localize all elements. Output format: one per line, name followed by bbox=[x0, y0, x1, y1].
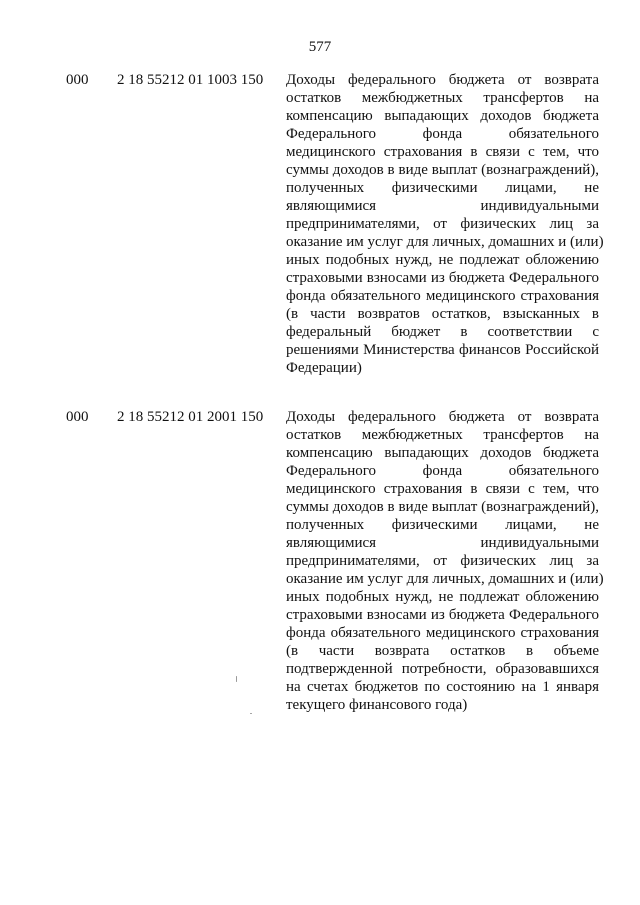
admin-code: 000 bbox=[66, 72, 89, 88]
description-line: являющимися индивидуальными bbox=[286, 535, 599, 551]
scan-speck bbox=[250, 713, 252, 714]
description-line: Федерации) bbox=[286, 360, 362, 376]
description-line: страховыми взносами из бюджета Федерального bbox=[286, 270, 599, 286]
description-line: федеральный бюджет в соответствии с bbox=[286, 324, 599, 340]
admin-code: 000 bbox=[66, 409, 89, 425]
description-line: подтвержденной потребности, образовавшихся bbox=[286, 661, 599, 677]
description-line: страховыми взносами из бюджета Федерального bbox=[286, 607, 599, 623]
description-line: (в части возвратов остатков, взысканных в bbox=[286, 306, 599, 322]
description-line: полученных физическими лицами, не bbox=[286, 180, 599, 196]
description-line: медицинского страхования в связи с тем, что bbox=[286, 481, 599, 497]
scan-speck bbox=[236, 676, 237, 682]
description-line: предпринимателями, от физических лиц за bbox=[286, 216, 599, 232]
description-line: фонда обязательного медицинского страхования bbox=[286, 288, 599, 304]
description-line: полученных физическими лицами, не bbox=[286, 517, 599, 533]
description-line: Доходы федерального бюджета от возврата bbox=[286, 72, 599, 88]
description-line: оказание им услуг для личных, домашних и (или) bbox=[286, 571, 604, 587]
description-line: Федерального фонда обязательного bbox=[286, 126, 599, 142]
description-line: являющимися индивидуальными bbox=[286, 198, 599, 214]
description-line: суммы доходов в виде выплат (вознаграждений), bbox=[286, 162, 599, 178]
description-line: (в части возврата остатков в объеме bbox=[286, 643, 599, 659]
description-line: остатков межбюджетных трансфертов на bbox=[286, 427, 599, 443]
description-line: медицинского страхования в связи с тем, что bbox=[286, 144, 599, 160]
description-line: текущего финансового года) bbox=[286, 697, 468, 713]
classification-code: 2 18 55212 01 1003 150 bbox=[117, 72, 264, 88]
description bbox=[286, 408, 604, 714]
description-line: на счетах бюджетов по состоянию на 1 января bbox=[286, 679, 599, 695]
description-line: Доходы федерального бюджета от возврата bbox=[286, 409, 599, 425]
description-line: решениями Министерства финансов Российской bbox=[286, 342, 599, 358]
description-line: Федерального фонда обязательного bbox=[286, 463, 599, 479]
description-line: компенсацию выпадающих доходов бюджета bbox=[286, 108, 599, 124]
description bbox=[286, 71, 604, 377]
description-line: предпринимателями, от физических лиц за bbox=[286, 553, 599, 569]
page-number: 577 bbox=[308, 39, 332, 55]
description-line: компенсацию выпадающих доходов бюджета bbox=[286, 445, 599, 461]
description-line: суммы доходов в виде выплат (вознаграждений), bbox=[286, 499, 599, 515]
description-line: оказание им услуг для личных, домашних и (или) bbox=[286, 234, 604, 250]
classification-code: 2 18 55212 01 2001 150 bbox=[117, 409, 264, 425]
description-line: остатков межбюджетных трансфертов на bbox=[286, 90, 599, 106]
description-line: фонда обязательного медицинского страхования bbox=[286, 625, 599, 641]
description-line: иных подобных нужд, не подлежат обложению bbox=[286, 252, 599, 268]
description-line: иных подобных нужд, не подлежат обложению bbox=[286, 589, 599, 605]
